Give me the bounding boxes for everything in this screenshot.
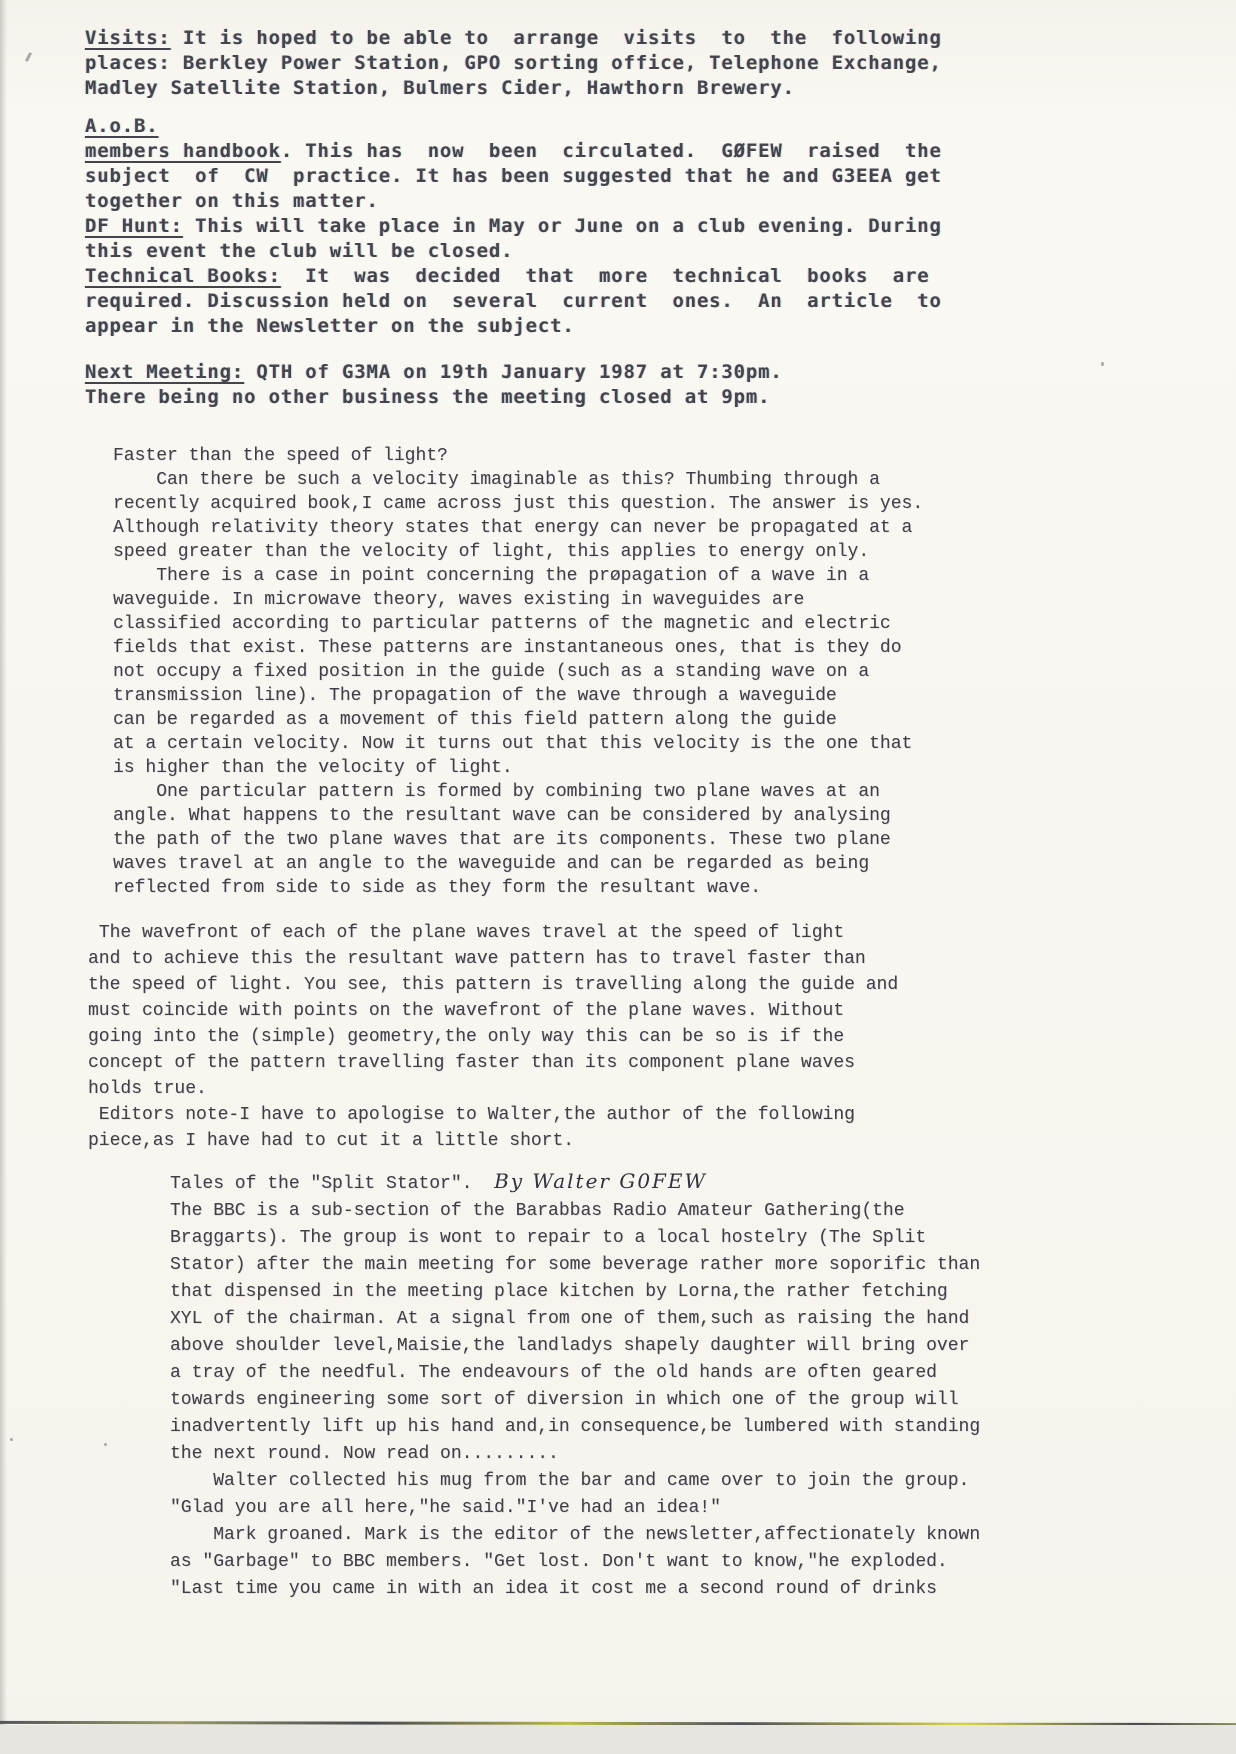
text-line	[85, 360, 1236, 385]
line-text: Madley Satellite Station, Bulmers Cider, Hawthorn Brewery.	[85, 77, 795, 99]
next-section	[85, 360, 1236, 410]
section-heading: Technical Books:	[85, 265, 281, 287]
text-line	[88, 920, 1236, 946]
text-line	[85, 114, 1236, 139]
line-text: the speed of light. You see, this pattern is travelling along the guide and	[88, 975, 899, 995]
line-text: One particular pattern is formed by combining two plane waves at an	[113, 782, 880, 802]
article-section	[113, 444, 1236, 900]
text-line	[113, 852, 1236, 876]
text-line	[88, 972, 1236, 998]
text-line	[85, 385, 1236, 410]
line-text: Walter collected his mug from the bar and came over to join the group.	[170, 1471, 970, 1491]
line-text: Braggarts). The group is wont to repair to a local hostelry (The Split	[170, 1228, 927, 1248]
line-text: "Glad you are all here,"he said."I've had an idea!"	[170, 1498, 721, 1518]
text-line	[113, 804, 1236, 828]
line-text: concept of the pattern travelling faster than its component plane waves	[88, 1053, 855, 1073]
text-line	[113, 660, 1236, 684]
text-line	[88, 1076, 1236, 1102]
section-heading: A.o.B.	[85, 115, 159, 137]
line-text: The BBC is a sub-section of the Barabbas Radio Amateur Gathering(the	[170, 1201, 905, 1221]
line-text: reflected from side to side as they form the resultant wave.	[113, 878, 762, 898]
text-line	[170, 1468, 1236, 1495]
text-line	[113, 588, 1236, 612]
text-line	[85, 189, 1236, 214]
line-text: classified according to particular patterns of the magnetic and electric	[113, 614, 891, 634]
line-text: It was decided that more technical books are	[280, 265, 930, 287]
line-text: the next round. Now read on.........	[170, 1444, 559, 1464]
scan-speck	[1101, 362, 1104, 366]
line-text: subject of CW practice. It has been suggested that he and G3EEA get	[85, 165, 942, 187]
line-text: fields that exist. These patterns are instantaneous ones, that is they do	[113, 638, 902, 658]
text-line	[85, 289, 1236, 314]
text-line	[113, 612, 1236, 636]
line-text: places: Berkley Power Station, GPO sorting office, Telephone Exchange,	[85, 52, 942, 74]
text-line	[113, 540, 1236, 564]
text-line	[88, 1128, 1236, 1154]
line-text: recently acquired book,I came across just this question. The answer is yes.	[113, 494, 924, 514]
text-line	[170, 1360, 1236, 1387]
line-text: this event the club will be closed.	[85, 240, 514, 262]
text-line	[113, 684, 1236, 708]
line-text: Can there be such a velocity imaginable as this? Thumbing through a	[113, 470, 880, 490]
section-heading: Visits:	[85, 27, 171, 49]
text-line	[85, 264, 1236, 289]
handwritten-byline: By Walter G0FEW	[494, 1169, 708, 1193]
line-text: waves travel at an angle to the waveguide and can be regarded as being	[113, 854, 870, 874]
text-line	[113, 756, 1236, 780]
text-line	[170, 1333, 1236, 1360]
line-text: angle. What happens to the resultant wave can be considered by analysing	[113, 806, 891, 826]
section-heading: members handbook	[85, 140, 281, 162]
text-line	[88, 1102, 1236, 1128]
text-line	[85, 51, 1236, 76]
text-line	[88, 1024, 1236, 1050]
text-line	[170, 1576, 1236, 1603]
line-text: at a certain velocity. Now it turns out that this velocity is the one that	[113, 734, 913, 754]
line-text: There being no other business the meeting closed at 9pm.	[85, 386, 771, 408]
line-text: as "Garbage" to BBC members. "Get lost. Don't want to know,"he exploded.	[170, 1552, 948, 1572]
line-text: must coincide with points on the wavefront of the plane waves. Without	[88, 1001, 845, 1021]
text-line	[85, 314, 1236, 339]
tales-section	[170, 1168, 1236, 1603]
text-line	[85, 76, 1236, 101]
line-text: speed greater than the velocity of light, this applies to energy only.	[113, 542, 870, 562]
text-line	[113, 564, 1236, 588]
text-line	[113, 876, 1236, 900]
text-line	[113, 444, 1236, 468]
line-text: required. Discussion held on several current ones. An article to	[85, 290, 942, 312]
line-text: above shoulder level,Maisie,the landladys shapely daughter will bring over	[170, 1336, 970, 1356]
line-text: It is hoped to be able to arrange visits to the following	[170, 27, 942, 49]
line-text: a tray of the needful. The endeavours of the old hands are often geared	[170, 1363, 937, 1383]
line-text: . This has now been circulated. GØFEW raised the	[280, 140, 942, 162]
scan-speck	[104, 1443, 107, 1446]
wavefront-section	[88, 920, 1236, 1154]
text-line	[113, 468, 1236, 492]
scan-bottom-strip	[0, 1725, 1236, 1754]
line-text: appear in the Newsletter on the subject.	[85, 315, 575, 337]
text-line	[170, 1414, 1236, 1441]
line-text: XYL of the chairman. At a signal from one of them,such as raising the hand	[170, 1309, 970, 1329]
text-line	[113, 516, 1236, 540]
text-line	[85, 26, 1236, 51]
text-line	[85, 139, 1236, 164]
line-text: QTH of G3MA on 19th January 1987 at 7:30pm.	[244, 361, 783, 383]
line-text: This will take place in May or June on a club evening. During	[182, 215, 942, 237]
text-line	[113, 492, 1236, 516]
text-line	[170, 1495, 1236, 1522]
scan-speck	[25, 52, 32, 62]
scan-speck	[10, 1438, 13, 1441]
text-line	[85, 214, 1236, 239]
line-text: Although relativity theory states that energy can never be propagated at a	[113, 518, 913, 538]
text-line	[170, 1441, 1236, 1468]
line-text: waveguide. In microwave theory, waves existing in waveguides are	[113, 590, 805, 610]
text-line	[170, 1225, 1236, 1252]
line-text: can be regarded as a movement of this field pattern along the guide	[113, 710, 837, 730]
line-text: piece,as I have had to cut it a little short.	[88, 1131, 575, 1151]
line-text: holds true.	[88, 1079, 207, 1099]
line-text: going into the (simple) geometry,the only way this can be so is if the	[88, 1027, 845, 1047]
text-line	[113, 780, 1236, 804]
text-line	[170, 1252, 1236, 1279]
text-line	[170, 1549, 1236, 1576]
line-text: transmission line). The propagation of the wave through a waveguide	[113, 686, 837, 706]
line-text: Editors note-I have to apologise to Walter,the author of the following	[88, 1105, 855, 1125]
line-text: together on this matter.	[85, 190, 379, 212]
line-text: "Last time you came in with an idea it cost me a second round of drinks	[170, 1579, 937, 1599]
text-line	[170, 1198, 1236, 1225]
aob-section	[85, 114, 1236, 339]
text-line	[170, 1522, 1236, 1549]
text-line	[88, 998, 1236, 1024]
line-text: is higher than the velocity of light.	[113, 758, 513, 778]
line-text: inadvertently lift up his hand and,in consequence,be lumbered with standing	[170, 1417, 981, 1437]
section-heading: Next Meeting:	[85, 361, 245, 383]
text-line	[170, 1387, 1236, 1414]
line-text: and to achieve this the resultant wave pattern has to travel faster than	[88, 949, 866, 969]
minutes-section	[85, 26, 1236, 101]
line-text: The wavefront of each of the plane waves travel at the speed of light	[88, 923, 845, 943]
line-text: not occupy a fixed position in the guide (such as a standing wave on a	[113, 662, 870, 682]
section-heading: DF Hunt:	[85, 215, 183, 237]
text-line	[88, 946, 1236, 972]
line-text: Tales of the "Split Stator".	[170, 1174, 495, 1194]
text-line	[170, 1279, 1236, 1306]
text-line	[113, 708, 1236, 732]
line-text: Stator) after the main meeting for some beverage rather more soporific than	[170, 1255, 981, 1275]
line-text: There is a case in point concerning the prøpagation of a wave in a	[113, 566, 870, 586]
line-text: Mark groaned. Mark is the editor of the newsletter,affectionately known	[170, 1525, 981, 1545]
text-line	[113, 828, 1236, 852]
text-line	[170, 1168, 1236, 1198]
text-line	[113, 636, 1236, 660]
text-line	[170, 1306, 1236, 1333]
text-line	[88, 1050, 1236, 1076]
text-line	[85, 239, 1236, 264]
line-text: towards engineering some sort of diversion in which one of the group will	[170, 1390, 959, 1410]
scan-left-edge	[0, 0, 7, 1754]
line-text: Faster than the speed of light?	[113, 446, 448, 466]
line-text: that dispensed in the meeting place kitchen by Lorna,the rather fetching	[170, 1282, 948, 1302]
text-line	[113, 732, 1236, 756]
line-text: the path of the two plane waves that are its components. These two plane	[113, 830, 891, 850]
text-line	[85, 164, 1236, 189]
